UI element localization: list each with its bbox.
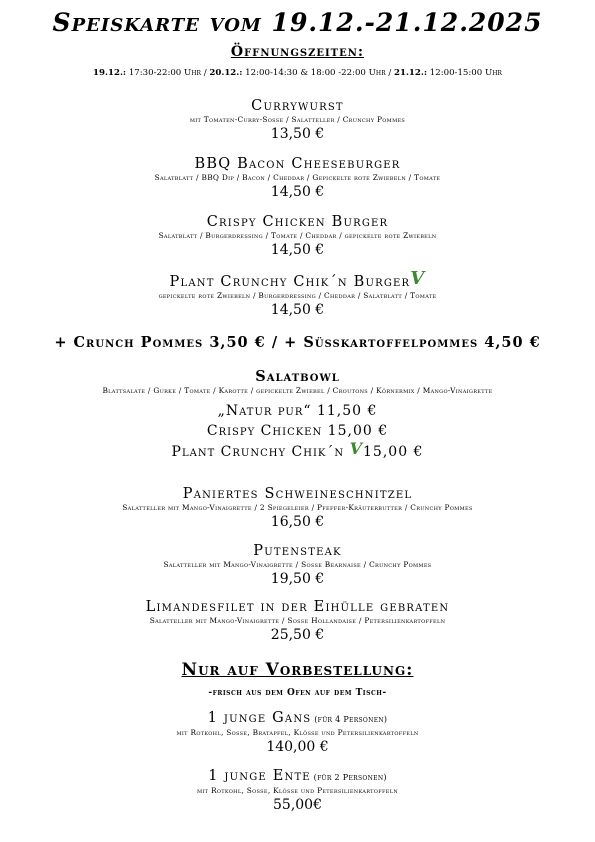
- menu-item-putensteak: [0, 543, 595, 588]
- item-description: Salatteller mit Mango-Vinaigrette / 2 Spiegeleier / Pfeffer-Kräuterbutter / Crunchy Pommes: [122, 503, 473, 512]
- salad-option-chicken: Crispy Chicken 15,00 €: [206, 423, 389, 439]
- menu-item-plant-burger: [0, 268, 595, 319]
- salad-description: Blattsalate / Gurke / Tomate / Karotte / gepickelte Zwiebel / Croutons / Körnermix / Mango-Vinaigrette: [102, 386, 493, 395]
- item-description: mit Rotkohl, Sosse, Bratapfel, Klösse und Petersilienkartoffeln: [176, 728, 419, 737]
- item-name: Crispy Chicken Burger: [206, 214, 389, 230]
- opening-hours-heading: Öffnungszeiten:: [230, 44, 365, 60]
- item-price: 55,00€: [273, 797, 322, 813]
- item-price: 19,50 €: [270, 571, 325, 587]
- item-description: Salatteller mit Mango-Vinaigrette / Sosse Hollandaise / Petersilienkartoffeln: [149, 616, 446, 625]
- opening-hours-line: [0, 68, 595, 78]
- item-name-row: [0, 768, 595, 786]
- menu-item-bbq-burger: [0, 156, 595, 201]
- item-portion-note: (für 4 Personen): [311, 715, 388, 724]
- item-price: 14,50 €: [270, 302, 325, 318]
- preorder-item-ente: [0, 768, 595, 814]
- item-name: Currywurst: [251, 98, 344, 114]
- item-name: Plant Crunchy Chik´n Burger: [169, 274, 411, 290]
- item-name: Putensteak: [253, 543, 342, 559]
- salad-option-plant: [0, 439, 595, 461]
- item-description: gepickelte rote Zwiebeln / Burgerdressing / Cheddar / Salatblatt / Tomate: [158, 291, 437, 300]
- salad-option-natur: „Natur pur“ 11,50 €: [217, 403, 378, 419]
- hours-time-3: 12:00-15:00 Uhr: [427, 68, 502, 78]
- sides-line: + Crunch Pommes 3,50 € / + Süsskartoffelpommes 4,50 €: [54, 334, 541, 351]
- item-name: 1 junge Gans: [207, 710, 312, 726]
- menu-item-schnitzel: [0, 486, 595, 531]
- item-description: Salatblatt / Burgerdressing / Tomate / Cheddar / gepickelte rote Zwiebeln: [158, 231, 437, 240]
- item-name: Paniertes Schweineschnitzel: [182, 486, 413, 502]
- item-name-row: [0, 710, 595, 728]
- item-name: 1 junge Ente: [208, 768, 311, 784]
- hours-day-1: 19.12.:: [93, 68, 127, 78]
- preorder-subheading: -frisch aus dem Ofen auf dem Tisch-: [208, 688, 387, 698]
- page-title: Speiskarte vom 19.12.-21.12.2025: [52, 8, 543, 37]
- salad-heading: Salatbowl: [255, 368, 340, 385]
- item-description: mit Tomaten-Curry-Sosse / Salatteller / Crunchy Pommes: [189, 115, 406, 124]
- menu-item-limandesfilet: [0, 599, 595, 644]
- hours-day-3: 21.12.:: [393, 68, 428, 78]
- item-price: 16,50 €: [270, 514, 325, 530]
- item-price: 25,50 €: [270, 627, 325, 643]
- hours-time-2: 12:00-14:30 & 18:00 -22:00 Uhr /: [242, 68, 394, 78]
- item-price: 140,00 €: [266, 739, 329, 755]
- menu-item-chicken-burger: [0, 214, 595, 259]
- vegan-icon: V: [349, 439, 364, 458]
- item-price: 14,50 €: [270, 184, 325, 200]
- item-price: 13,50 €: [270, 126, 325, 142]
- item-description: Salatblatt / BBQ Dip / Bacon / Cheddar / Gepickelte rote Zwiebeln / Tomate: [154, 173, 441, 182]
- salad-option-name: Plant Crunchy Chik´n: [171, 444, 350, 460]
- menu-item-currywurst: [0, 98, 595, 143]
- item-portion-note: (für 2 Personen): [310, 773, 387, 782]
- preorder-item-gans: [0, 710, 595, 756]
- hours-day-2: 20.12.:: [209, 68, 243, 78]
- item-price: 14,50 €: [270, 242, 325, 258]
- salad-option-price: 15,00 €: [363, 444, 424, 460]
- preorder-heading: Nur auf Vorbestellung:: [181, 660, 414, 680]
- hours-time-1: 17:30-22:00 Uhr /: [126, 68, 210, 78]
- vegan-icon: V: [410, 268, 426, 289]
- item-name: Limandesfilet in der Eihülle gebraten: [145, 599, 450, 615]
- item-description: Salatteller mit Mango-Vinaigrette / Sosse Bearnaise / Crunchy Pommes: [163, 560, 432, 569]
- item-name: BBQ Bacon Cheeseburger: [194, 156, 401, 172]
- item-name-row: [0, 268, 595, 291]
- item-description: mit Rotkohl, Sosse, Klösse und Petersilienkartoffeln: [196, 786, 398, 795]
